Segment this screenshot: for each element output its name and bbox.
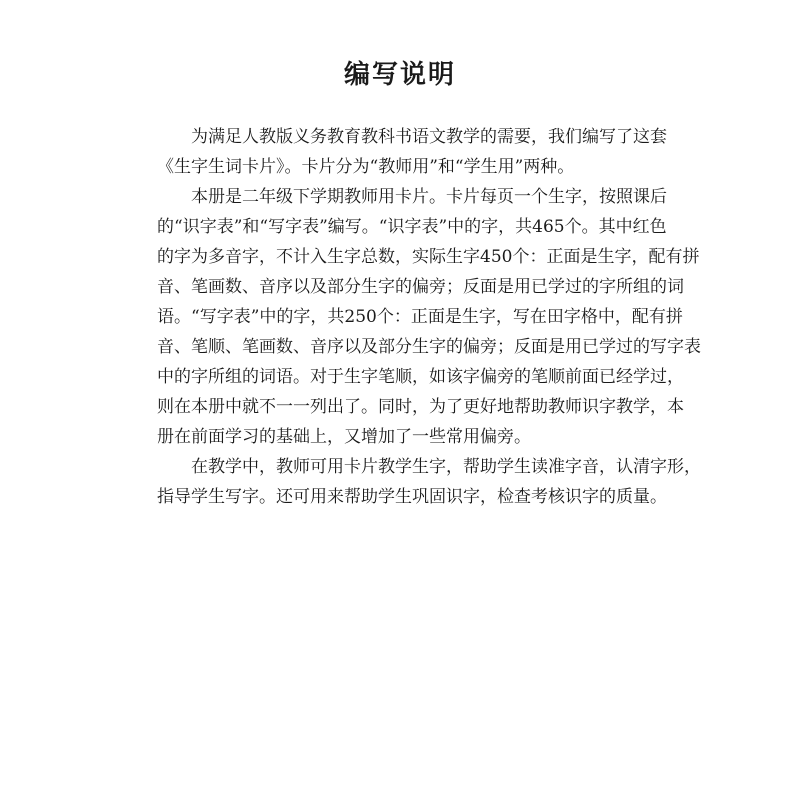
document-body (157, 122, 701, 512)
text-line: 指导学生写字。还可用来帮助学生巩固识字，检查考核识字的质量。 (157, 487, 667, 507)
text-line: 《生字生词卡片》。卡片分为“教师用”和“学生用”两种。 (157, 157, 575, 177)
text-line: 的“识字表”和“写字表”编写。“识字表”中的字，共465个。其中红色 (157, 217, 667, 237)
text-line: 音、笔顺、笔画数、音序以及部分生字的偏旁；反面是用已学过的写字表 (157, 337, 701, 357)
paragraph-content (157, 182, 701, 452)
text-line: 为满足人教版义务教育教科书语文教学的需要，我们编写了这套 (191, 127, 667, 147)
text-line: 中的字所组的词语。对于生字笔顺，如该字偏旁的笔顺前面已经学过， (157, 367, 684, 387)
text-line: 在教学中，教师可用卡片教学生字，帮助学生读准字音，认清字形， (191, 457, 701, 477)
text-line: 音、笔画数、音序以及部分生字的偏旁；反面是用已学过的字所组的词 (157, 277, 684, 297)
text-line: 的字为多音字，不计入生字总数，实际生字450个：正面是生字，配有拼 (157, 247, 700, 267)
text-line: 册在前面学习的基础上，又增加了一些常用偏旁。 (157, 427, 531, 447)
page-title: 编写说明 (343, 60, 456, 90)
text-line: 则在本册中就不一一列出了。同时，为了更好地帮助教师识字教学，本 (157, 397, 684, 417)
text-line: 语。“写字表”中的字，共250个：正面是生字，写在田字格中，配有拼 (157, 307, 683, 327)
text-line: 本册是二年级下学期教师用卡片。卡片每页一个生字，按照课后 (191, 187, 667, 207)
paragraph-usage (157, 452, 701, 512)
paragraph-intro (157, 122, 667, 182)
